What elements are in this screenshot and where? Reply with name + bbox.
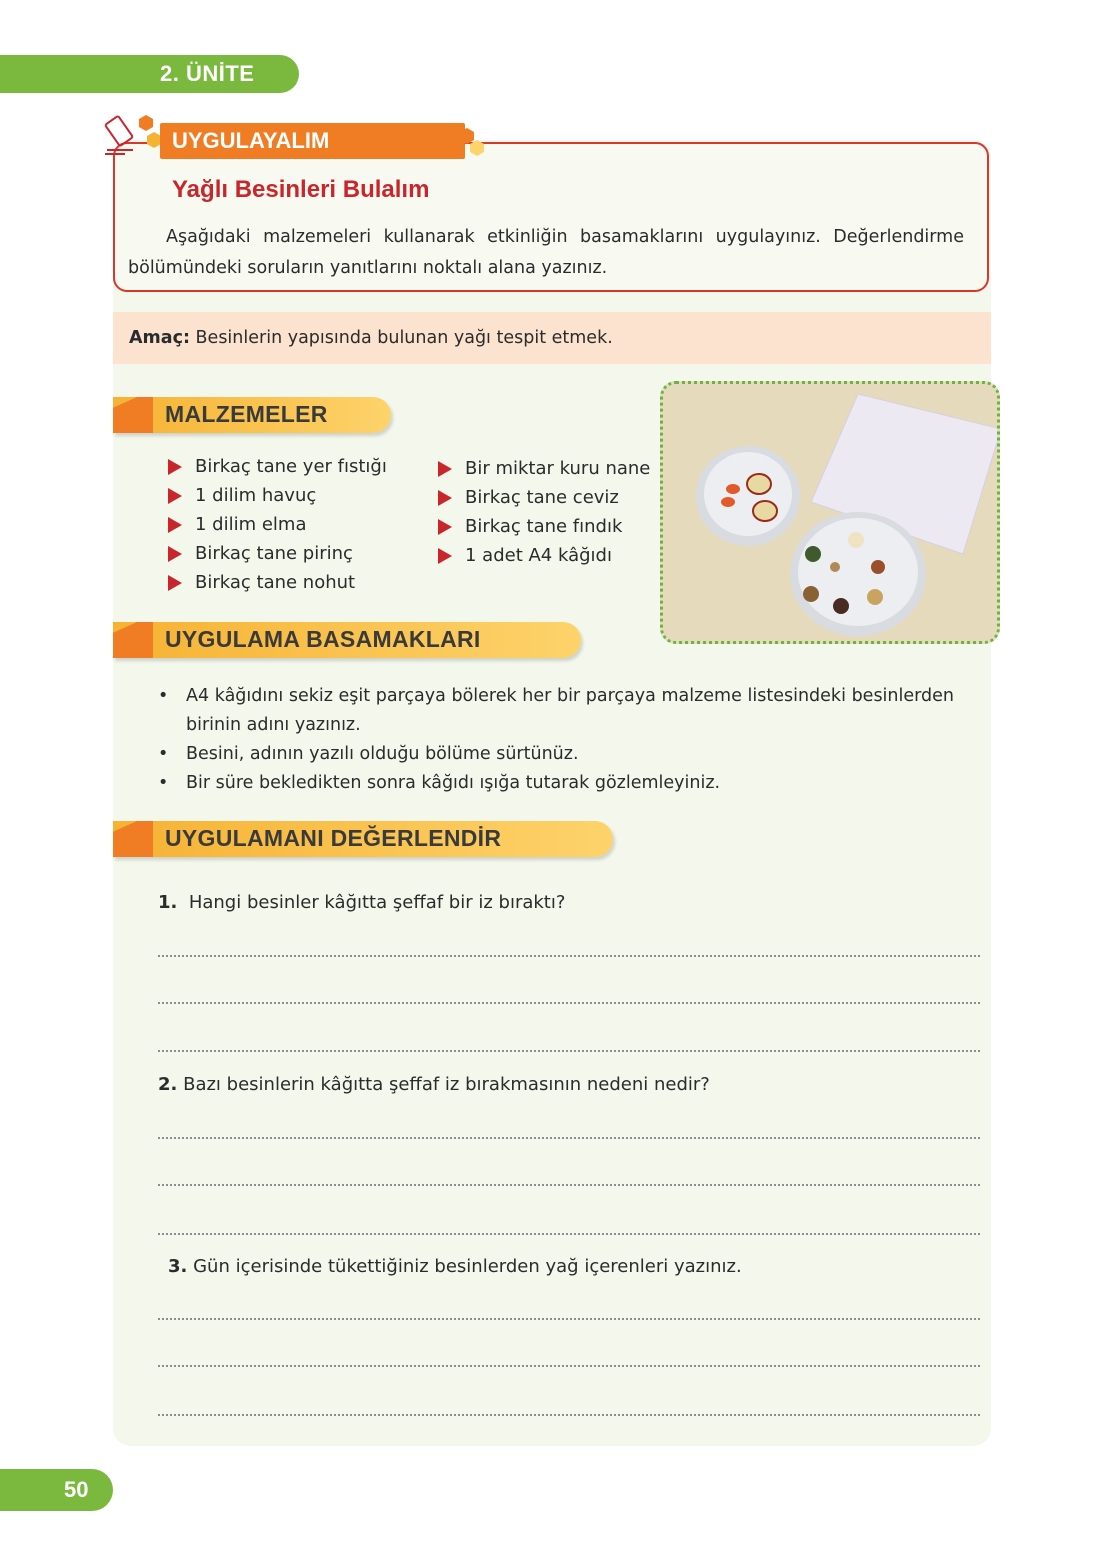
list-item: 1 dilim elma: [168, 510, 387, 539]
materials-photo: [660, 381, 1000, 644]
steps-heading-label: UYGULAMA BASAMAKLARI: [165, 626, 481, 652]
materials-heading-label: MALZEMELER: [165, 401, 328, 427]
answer-line[interactable]: [158, 1318, 980, 1320]
activity-title: Yağlı Besinleri Bulalım: [172, 176, 430, 203]
list-item: Birkaç tane fındık: [438, 512, 650, 541]
list-item: Bir miktar kuru nane: [438, 454, 650, 483]
list-item: Birkaç tane pirinç: [168, 539, 387, 568]
question-2: 2. Bazı besinlerin kâğıtta şeffaf iz bırakmasının nedeni nedir?: [158, 1074, 710, 1095]
answer-line[interactable]: [158, 1050, 980, 1052]
page-number-tab: [0, 1469, 113, 1511]
list-item: • Bir süre bekledikten sonra kâğıdı ışığa tutarak gözlemleyiniz.: [158, 769, 954, 798]
answer-line[interactable]: [158, 1137, 980, 1139]
list-item: Birkaç tane nohut: [168, 568, 387, 597]
answer-line[interactable]: [158, 1414, 980, 1416]
unit-label: 2. ÜNİTE: [160, 61, 255, 86]
evaluation-heading: [113, 821, 613, 857]
answer-line[interactable]: [158, 1002, 980, 1004]
activity-tag-label: UYGULAYALIM: [172, 128, 330, 153]
steps-list: [158, 682, 954, 798]
page-number: 50: [64, 1477, 89, 1502]
answer-line[interactable]: [158, 955, 980, 957]
materials-list-left: [168, 452, 387, 597]
materials-list-right: [438, 454, 650, 570]
aim-box: [113, 312, 991, 364]
food-plates-illustration: [663, 384, 1000, 644]
list-item: Birkaç tane ceviz: [438, 483, 650, 512]
answer-line[interactable]: [158, 1233, 980, 1235]
aim-label: Amaç:: [129, 328, 190, 348]
question-1: 1. Hangi besinler kâğıtta şeffaf bir iz bıraktı?: [158, 892, 566, 913]
activity-tag: [160, 123, 465, 159]
answer-line[interactable]: [158, 1365, 980, 1367]
list-item: Birkaç tane yer fıstığı: [168, 452, 387, 481]
materials-heading: [113, 397, 391, 433]
aim-text: Besinlerin yapısında bulunan yağı tespit etmek.: [195, 328, 613, 348]
evaluation-heading-label: UYGULAMANI DEĞERLENDİR: [165, 825, 502, 851]
list-item: • Besini, adının yazılı olduğu bölüme sürtünüz.: [158, 740, 954, 769]
answer-line[interactable]: [158, 1184, 980, 1186]
steps-heading: [113, 622, 581, 658]
list-item: 1 dilim havuç: [168, 481, 387, 510]
intro-text: Aşağıdaki malzemeleri kullanarak etkinliğin basamaklarını uygulayınız. Değerlendirme bölümündeki soruların yanıtlarını noktalı alana yazınız.: [128, 227, 964, 278]
question-3: 3. Gün içerisinde tükettiğiniz besinlerden yağ içerenleri yazınız.: [168, 1256, 742, 1277]
list-item: 1 adet A4 kâğıdı: [438, 541, 650, 570]
list-item: • A4 kâğıdını sekiz eşit parçaya bölerek her bir parçaya malzeme listesindeki besinlerden birinin adını yazınız.: [158, 682, 954, 740]
unit-tab: [0, 55, 299, 93]
